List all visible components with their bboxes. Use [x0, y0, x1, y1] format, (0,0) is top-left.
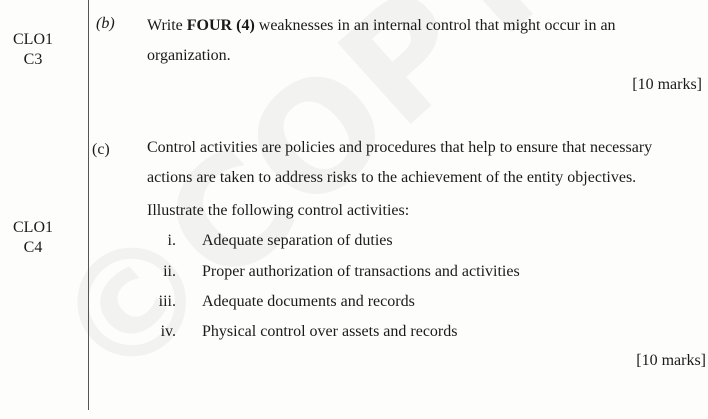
question-label-c: (c): [92, 141, 110, 158]
list-numeral: i.: [167, 232, 176, 249]
question-b-text-prefix: Write: [147, 17, 187, 34]
question-c-line-1: Control activities are policies and procedures that help to ensure that necessary: [147, 139, 653, 156]
marks-c: [10 marks]: [636, 352, 706, 369]
marks-b: [10 marks]: [632, 76, 702, 93]
list-item: Physical control over assets and records: [202, 323, 458, 340]
question-b-text-suffix: weaknesses in an internal control that might occur in an: [254, 17, 616, 34]
clo-block-b: [0, 30, 66, 70]
cognitive-level: C3: [23, 51, 43, 68]
question-b-text-bold: FOUR (4): [186, 17, 255, 34]
list-item: Adequate documents and records: [202, 293, 415, 310]
list-numeral: iv.: [160, 323, 176, 340]
list-item: Proper authorization of transactions and activities: [202, 263, 520, 280]
question-b-line-2: organization.: [147, 47, 231, 64]
margin-divider: [88, 0, 89, 410]
list-numeral: iii.: [158, 293, 176, 310]
list-item: Adequate separation of duties: [202, 232, 393, 249]
question-b-line-1: [147, 16, 616, 36]
question-c-line-2: actions are taken to address risks to the achievement of the entity objectives.: [147, 169, 637, 186]
question-c-line-3: Illustrate the following control activities:: [147, 202, 410, 219]
clo-code: CLO1: [13, 219, 53, 236]
list-numeral: ii.: [163, 263, 176, 280]
clo-block-c: [0, 218, 66, 258]
clo-code: CLO1: [13, 31, 53, 48]
cognitive-level: C4: [23, 239, 43, 256]
question-label-b: (b): [96, 15, 115, 32]
